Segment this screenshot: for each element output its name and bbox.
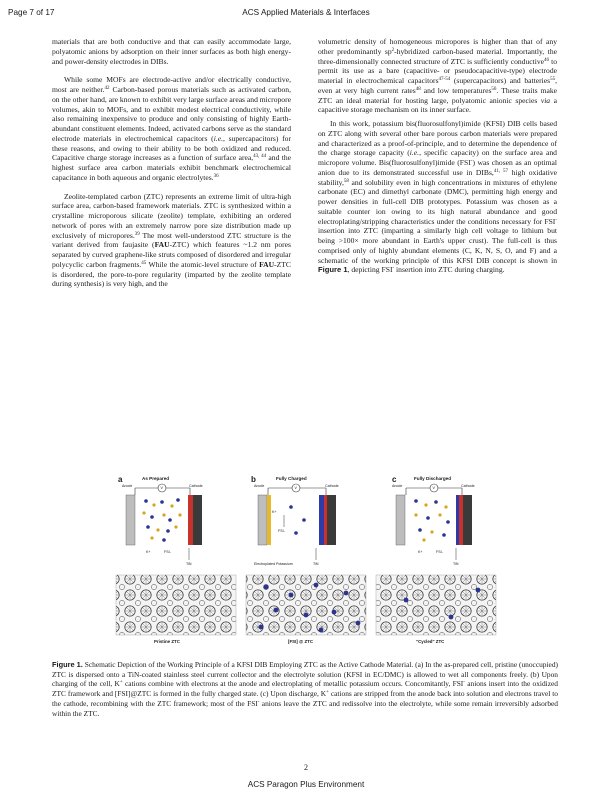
panel-letter: b	[251, 475, 256, 484]
panel-title: As Prepared	[142, 476, 170, 481]
tin-label: TiN	[313, 562, 319, 566]
tin-label: TiN	[186, 562, 192, 566]
left-column	[52, 37, 291, 289]
k-plus-label: K+	[418, 550, 423, 554]
tin-label: TiN	[453, 562, 459, 566]
fsi-ztc-image	[246, 575, 366, 635]
current-collector	[396, 495, 405, 545]
electroplated-label: Electroplated Potassium	[254, 562, 293, 566]
panel-caption: Pristine ZTC	[154, 639, 180, 644]
electroplated-potassium	[267, 495, 271, 545]
paragraph: In this work, potassium bis(fluorosulfonyl)imide (KFSI) DIB cells based on ZTC along with several other bare porous carbon materials were prepared and characterized as a proof-of-principle, and to determine the dependence of the charge storage capacity (i.e., specific capacity) on the surface area and micropore volume. Bis(fluorosulfonyl)imide (FSI-) was chosen as an optimal anion due to its demonstrated successful use in DIBs,$^{41, 57}$ high oxidative stability,$^{58}$ and solubility even in high concentrations in mixtures of ethylene carbonate (EC) and dimethyl carbonate (DMC), permitting high energy and power densities in full-cell DIB prototypes. Potassium was chosen as a suitable counter ion owing to its high natural abundance and good electroplating/stripping characteristics under the conditions necessary for FSI- insertion into ZTC (imparting a similarly high cell voltage to lithium but being >100× more abundant in Earth's upper crust). The full-cell is thus comprised only of highly abundant elements (C, K, N, S, O, and F) and a schematic of the working principle of this KFSI DIB concept is shown in Figure 1, depicting FSI- insertion into ZTC during charging.	[318, 119, 558, 275]
anode-label: Anode	[392, 484, 403, 488]
fsi-at-ztc-layer	[319, 495, 324, 545]
current-collector	[327, 495, 336, 545]
fsi-minus-label: FSI-	[164, 550, 171, 554]
cathode-label: Cathode	[461, 484, 475, 488]
pristine-ztc-image	[116, 575, 236, 635]
fsi-minus-label: FSI-	[436, 550, 443, 554]
panel-letter: a	[118, 475, 123, 484]
page-indicator: Page 7 of 17	[8, 8, 55, 17]
current-collector	[258, 495, 267, 545]
voltmeter-label: V	[432, 485, 435, 490]
cycled-ztc-image	[376, 575, 496, 635]
figure-schematic	[106, 475, 506, 650]
anode-label: Anode	[122, 484, 133, 488]
panel-caption: "Cycled" ZTC	[416, 639, 445, 644]
figure-caption: Figure 1. Schematic Depiction of the Working Principle of a KFSI DIB Employing ZTC as the Active Cathode Material. (a) In the as-prepared cell, pristine (unoccupied) ZTC is dispersed onto a TiN-coated stainless steel current collector and the electrolyte solution (KFSI in EC/DMC) is allowed to wet all components freely. (b) Upon charging of the cell, K+ cations combine with electrons at the anode and electroplating of metallic potassium occurs. Concomitantly, FSI- anions insert into the oxidized ZTC framework and [FSI]@ZTC is formed in the fully charged state. (c) Upon discharge, K+ cations are stripped from the anode back into solution and electrons travel to the cathode, recombining with the ZTC framework; most of the FSI- anions leave the ZTC and redissolve into the electrolyte, while some remain irreversibly adsorbed within the ZTC.	[52, 660, 559, 718]
tin-layer	[324, 495, 327, 545]
paragraph: materials that are both conductive and that can easily accommodate large, polyatomic anions by adsorption on their inner surfaces as both high energy- and power-density electrodes in DIBs.	[52, 37, 291, 66]
k-plus-label: K+	[146, 550, 151, 554]
tin-layer	[188, 495, 193, 545]
paragraph: While some MOFs are electrode-active and/or electrically conductive, most are neither.$^{42}$ Carbon-based porous materials such as activated carbon, on the other hand, are known to exhibit very large surface areas and micropore volumes, akin to MOFs, and to exhibit modest electrical conductivity, while also remaining inexpensive to produce and only consisting of highly Earth-abundant constituent elements. Indeed, activated carbons serve as the standard electrode materials in electrochemical capacitors (i.e., supercapacitors) for these reasons, and owing to their ability to be both oxidized and reduced. Capacitive charge storage increases as a function of surface area,$^{43, 44}$ and the highest surface area carbon materials exhibit benchmark electrochemical capacitance in both aqueous and organic electrolytes.$^{36}$	[52, 75, 291, 182]
figure-1	[106, 475, 506, 650]
k-plus-label: K+	[272, 510, 277, 514]
cathode-label: Cathode	[325, 484, 339, 488]
panel-letter: c	[392, 475, 397, 484]
page-number: 2	[304, 763, 308, 772]
paragraph: volumetric density of homogeneous micropores is higher than that of any other predominantly $sp^2$-hybridized carbon-based material. Importantly, the three-dimensionally connected structure of ZTC is sufficiently conductive$^{46}$ to permit its use as a bare (capacitive- or pseudocapacitive-type) electrode material in electrochemical capacitors$^{47-54}$ (supercapacitors) and batteries$^{55}$, even at very high current rates$^{48}$ and low temperatures$^{56}$. These traits make ZTC an ideal material for hosting large, polyatomic anionic species via a capacitive storage mechanism on its inner surface.	[318, 37, 557, 115]
fsi-minus-label: FSI-	[278, 529, 285, 533]
journal-title: ACS Applied Materials & Interfaces	[242, 8, 370, 17]
panel-caption: [FSI] @ ZTC	[288, 639, 314, 644]
voltmeter-label: V	[160, 485, 163, 490]
page-header	[0, 0, 612, 18]
panel-title: Fully Discharged	[414, 476, 452, 481]
anode-label: Anode	[254, 484, 265, 488]
current-collector	[193, 495, 202, 545]
footer: ACS Paragon Plus Environment	[247, 780, 365, 789]
cathode-label: Cathode	[189, 484, 203, 488]
right-column	[318, 37, 557, 275]
current-collector	[463, 495, 472, 545]
tin-layer	[459, 495, 463, 545]
panel-title: Fully Charged	[276, 476, 307, 481]
fsi-at-ztc-layer	[456, 495, 459, 545]
voltmeter-label: V	[294, 485, 297, 490]
panel-c	[396, 484, 472, 560]
current-collector	[126, 495, 135, 545]
paragraph: Zeolite-templated carbon (ZTC) represents an extreme limit of ultra-high surface area, carbon-based framework materials. ZTC is synthesized within a crystalline microporous silicate (zeolite) template, exhibiting an ordered network of pores with an extremely narrow pore size distribution made up exclusively of micropores.$^{39}$ The most well-understood ZTC structure is the variant derived from faujasite (FAU-ZTC) which features ~1.2 nm pores separated by curved graphene-like struts composed of disordered and irregular polycyclic carbon fragments.$^{45}$ While the atomic-level structure of FAU-ZTC is disordered, the pore-to-pore regularity (imparted by the zeolite template during synthesis) is very high, and the	[52, 191, 292, 289]
panel-b	[258, 484, 336, 560]
panel-a	[126, 484, 202, 560]
